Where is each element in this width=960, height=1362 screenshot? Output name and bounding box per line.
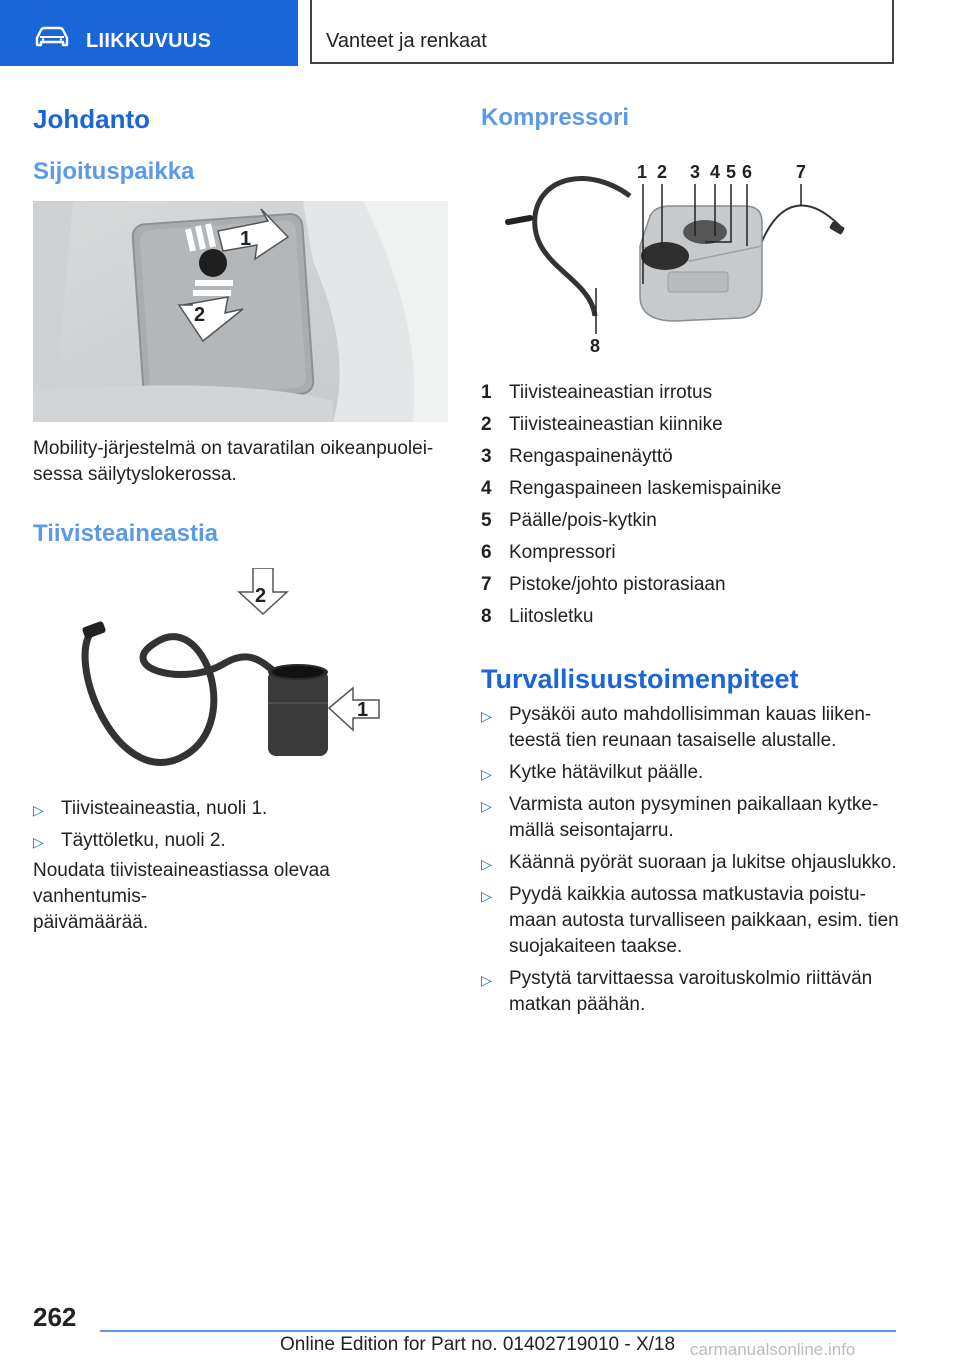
list-item-text: Pysäköi auto mahdollisimman kauas liiken- bbox=[509, 704, 872, 725]
list-item bbox=[481, 850, 901, 876]
edition-text: Online Edition for Part no. 01402719010 - X/18 bbox=[280, 1334, 676, 1355]
list-item bbox=[33, 796, 448, 822]
list-item-text: Pystytä tarvittaessa varoituskolmio riittävän bbox=[509, 968, 873, 989]
list-item bbox=[481, 604, 896, 636]
triangle-bullet-icon: ▷ bbox=[481, 888, 492, 904]
expiry-note-line-2: päivämäärää. bbox=[33, 912, 149, 933]
car-icon bbox=[34, 26, 70, 48]
triangle-bullet-icon: ▷ bbox=[481, 708, 492, 724]
expiry-note-line-1: Noudata tiivisteaineastiassa olevaa vanhentumis- bbox=[33, 860, 330, 907]
section-heading-sealant: Tiivisteaineastia bbox=[33, 520, 218, 547]
sealant-bottle-illustration bbox=[75, 568, 395, 778]
list-item bbox=[481, 476, 896, 508]
part-number: 4 bbox=[481, 478, 492, 499]
part-label: Päälle/pois-kytkin bbox=[509, 510, 657, 531]
part-label: Tiivisteaineastian kiinnike bbox=[509, 414, 723, 435]
list-item bbox=[481, 792, 901, 844]
list-item bbox=[481, 508, 896, 540]
sealant-bullet-list bbox=[33, 796, 448, 860]
chapter-tab-label: Vanteet ja renkaat bbox=[326, 30, 487, 52]
part-number: 2 bbox=[481, 414, 492, 435]
list-item-text: teestä tien reunaan tasaiselle alustalle. bbox=[509, 730, 837, 751]
location-description bbox=[33, 436, 448, 488]
section-tab[interactable] bbox=[0, 0, 298, 66]
diagram-callout-8: 8 bbox=[590, 336, 601, 356]
list-item bbox=[481, 702, 901, 754]
list-item bbox=[481, 444, 896, 476]
bottle-callout-2: 2 bbox=[255, 585, 267, 607]
list-item-text: Käännä pyörät suoraan ja lukitse ohjauslukko. bbox=[509, 852, 897, 873]
list-item-text: maan autosta turvalliseen paikkaan, esim. tien bbox=[509, 910, 899, 931]
list-item bbox=[481, 760, 901, 786]
list-item bbox=[481, 412, 896, 444]
diagram-callout-6: 6 bbox=[742, 162, 753, 182]
diagram-callout-1: 1 bbox=[637, 162, 648, 182]
part-label: Rengaspainenäyttö bbox=[509, 446, 673, 467]
section-tab-label: LIIKKUVUUS bbox=[86, 30, 212, 52]
part-number: 6 bbox=[481, 542, 492, 563]
list-item-text: suojakaiteen taakse. bbox=[509, 936, 683, 957]
part-number: 8 bbox=[481, 606, 492, 627]
expiry-note bbox=[33, 858, 448, 936]
arrow-callout-2: 2 bbox=[194, 304, 206, 326]
section-heading-safety: Turvallisuustoimenpiteet bbox=[481, 664, 799, 694]
diagram-callout-5: 5 bbox=[726, 162, 737, 182]
page-number: 262 bbox=[33, 1302, 77, 1332]
diagram-callout-2: 2 bbox=[657, 162, 668, 182]
safety-bullet-list bbox=[481, 702, 901, 1024]
part-label: Kompressori bbox=[509, 542, 616, 563]
triangle-bullet-icon: ▷ bbox=[481, 798, 492, 814]
triangle-bullet-icon: ▷ bbox=[481, 766, 492, 782]
trunk-location-photo bbox=[33, 201, 448, 422]
header-bar bbox=[0, 0, 960, 66]
part-label: Tiivisteaineastian irrotus bbox=[509, 382, 713, 403]
part-number: 1 bbox=[481, 382, 492, 403]
triangle-bullet-icon: ▷ bbox=[481, 856, 492, 872]
triangle-bullet-icon: ▷ bbox=[33, 802, 44, 818]
watermark-text: carmanualsonline.info bbox=[690, 1340, 856, 1359]
part-label: Pistoke/johto pistorasiaan bbox=[509, 574, 726, 595]
list-item bbox=[481, 540, 896, 572]
part-number: 5 bbox=[481, 510, 492, 531]
compressor-diagram bbox=[500, 156, 870, 360]
triangle-bullet-icon: ▷ bbox=[33, 834, 44, 850]
page-title: Johdanto bbox=[33, 104, 150, 134]
list-item-text: mällä seisontajarru. bbox=[509, 820, 674, 841]
part-label: Liitosletku bbox=[509, 606, 594, 627]
bottle-callout-1: 1 bbox=[357, 699, 369, 721]
footer-divider bbox=[100, 1330, 896, 1332]
list-item bbox=[481, 882, 901, 960]
chapter-tab[interactable] bbox=[310, 0, 894, 64]
location-text-line-1: Mobility-järjestelmä on tavaratilan oikeanpuolei- bbox=[33, 438, 434, 459]
section-heading-location: Sijoituspaikka bbox=[33, 158, 195, 185]
section-heading-compressor: Kompressori bbox=[481, 104, 630, 131]
list-item-text: Varmista auton pysyminen paikallaan kytke- bbox=[509, 794, 879, 815]
list-item bbox=[481, 966, 901, 1018]
list-item bbox=[33, 828, 448, 854]
list-item-text: matkan päähän. bbox=[509, 994, 646, 1015]
part-number: 7 bbox=[481, 574, 492, 595]
list-item bbox=[481, 572, 896, 604]
arrow-callout-1: 1 bbox=[240, 228, 252, 250]
part-number: 3 bbox=[481, 446, 492, 467]
diagram-callout-3: 3 bbox=[690, 162, 701, 182]
diagram-callout-4: 4 bbox=[710, 162, 721, 182]
list-item-text: Täyttöletku, nuoli 2. bbox=[61, 830, 226, 851]
location-text-line-2: sessa säilytyslokerossa. bbox=[33, 464, 237, 485]
list-item-text: Tiivisteaineastia, nuoli 1. bbox=[61, 798, 268, 819]
diagram-callout-7: 7 bbox=[796, 162, 807, 182]
list-item bbox=[481, 380, 896, 412]
list-item-text: Pyydä kaikkia autossa matkustavia poistu- bbox=[509, 884, 866, 905]
triangle-bullet-icon: ▷ bbox=[481, 972, 492, 988]
part-label: Rengaspaineen laskemispainike bbox=[509, 478, 782, 499]
compressor-parts-list bbox=[481, 380, 896, 636]
list-item-text: Kytke hätävilkut päälle. bbox=[509, 762, 704, 783]
